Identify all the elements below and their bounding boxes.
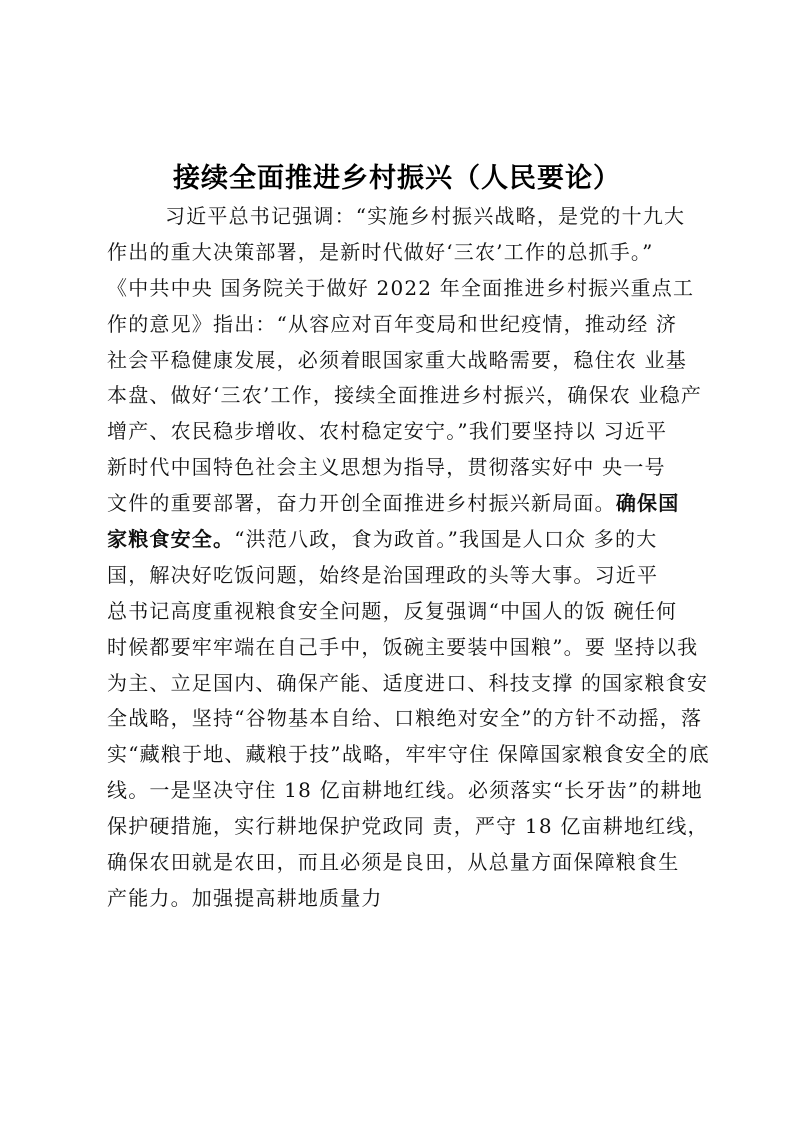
text-segment: 线。一是坚决守住 18 亿亩耕地红线。必须落实“长牙齿”的耕地 [107,778,703,803]
text-segment: 习近平总书记强调：“实施乡村振兴战略，是党的十九大 [165,204,686,228]
text-segment: 增产、农民稳步增收、农村稳定安宁。”我们要坚持以 习近平 [107,419,668,444]
text-segment: 全战略，坚持“谷物基本自给、口粮绝对安全”的方针不动摇，落 [107,706,703,731]
text-line [107,199,707,235]
text-segment: 时候都要牢牢端在自己手中，饭碗主要装中国粮”。要 坚持以我 [107,634,699,659]
text-line [107,450,707,486]
text-line [107,809,707,845]
document-body [107,199,710,917]
text-segment: 《中共中央 国务院关于做好 2022 年全面推进乡村振兴重点工 [107,275,695,300]
text-segment: 实“藏粮于地、藏粮于技”战略，牢牢守住 保障国家粮食安全的底 [107,742,710,767]
text-line [107,630,707,666]
text-line [107,486,707,522]
text-line [107,845,707,881]
text-segment: 产能力。加强提高耕地质量力 [107,885,383,910]
text-line [107,343,707,379]
text-line [107,378,707,414]
text-line [107,522,707,558]
text-segment: 本盘、做好‘三农’工作，接续全面推进乡村振兴，确保农 业稳产 [107,383,703,408]
text-segment: 总书记高度重视粮食安全问题，反复强调“中国人的饭 碗任何 [107,598,678,623]
text-line [107,881,707,917]
text-segment: 作的意见》指出：“从容应对百年变局和世纪疫情，推动经 济 [107,311,678,336]
text-line [107,414,707,450]
text-segment: 社会平稳健康发展，必须着眼国家重大战略需要，稳住农 业基 [107,347,687,372]
text-line [107,594,707,630]
text-line [107,666,707,702]
text-line [107,558,707,594]
document-title: 接续全面推进乡村振兴（人民要论） [173,163,621,194]
text-line [107,235,707,271]
bold-text: 确保国 [615,491,680,516]
text-segment: 新时代中国特色社会主义思想为指导，贯彻落实好中 央一号 [107,455,666,480]
text-segment: “洪范八政，食为政首。”我国是人口众 多的大 [234,527,658,552]
text-segment: 作出的重大决策部署，是新时代做好‘三农’工作的总抓手。” [107,239,654,264]
text-segment: 确保农田就是农田，而且必须是良田，从总量方面保障粮食生 [107,850,680,875]
text-line [107,307,707,343]
text-segment: 国，解决好吃饭问题，始终是治国理政的头等大事。习近平 [107,562,659,587]
bold-text: 家粮食安全。 [107,527,235,552]
text-segment: 保护硬措施，实行耕地保护党政同 责，严守 18 亿亩耕地红线， [107,814,709,839]
text-segment: 为主、立足国内、确保产能、适度进口、科技支撑 的国家粮食安 [107,670,709,695]
text-line [107,773,707,809]
text-line [107,271,707,307]
text-line [107,701,707,737]
text-line [107,737,710,773]
text-segment: 文件的重要部署，奋力开创全面推进乡村振兴新局面。 [107,491,616,516]
